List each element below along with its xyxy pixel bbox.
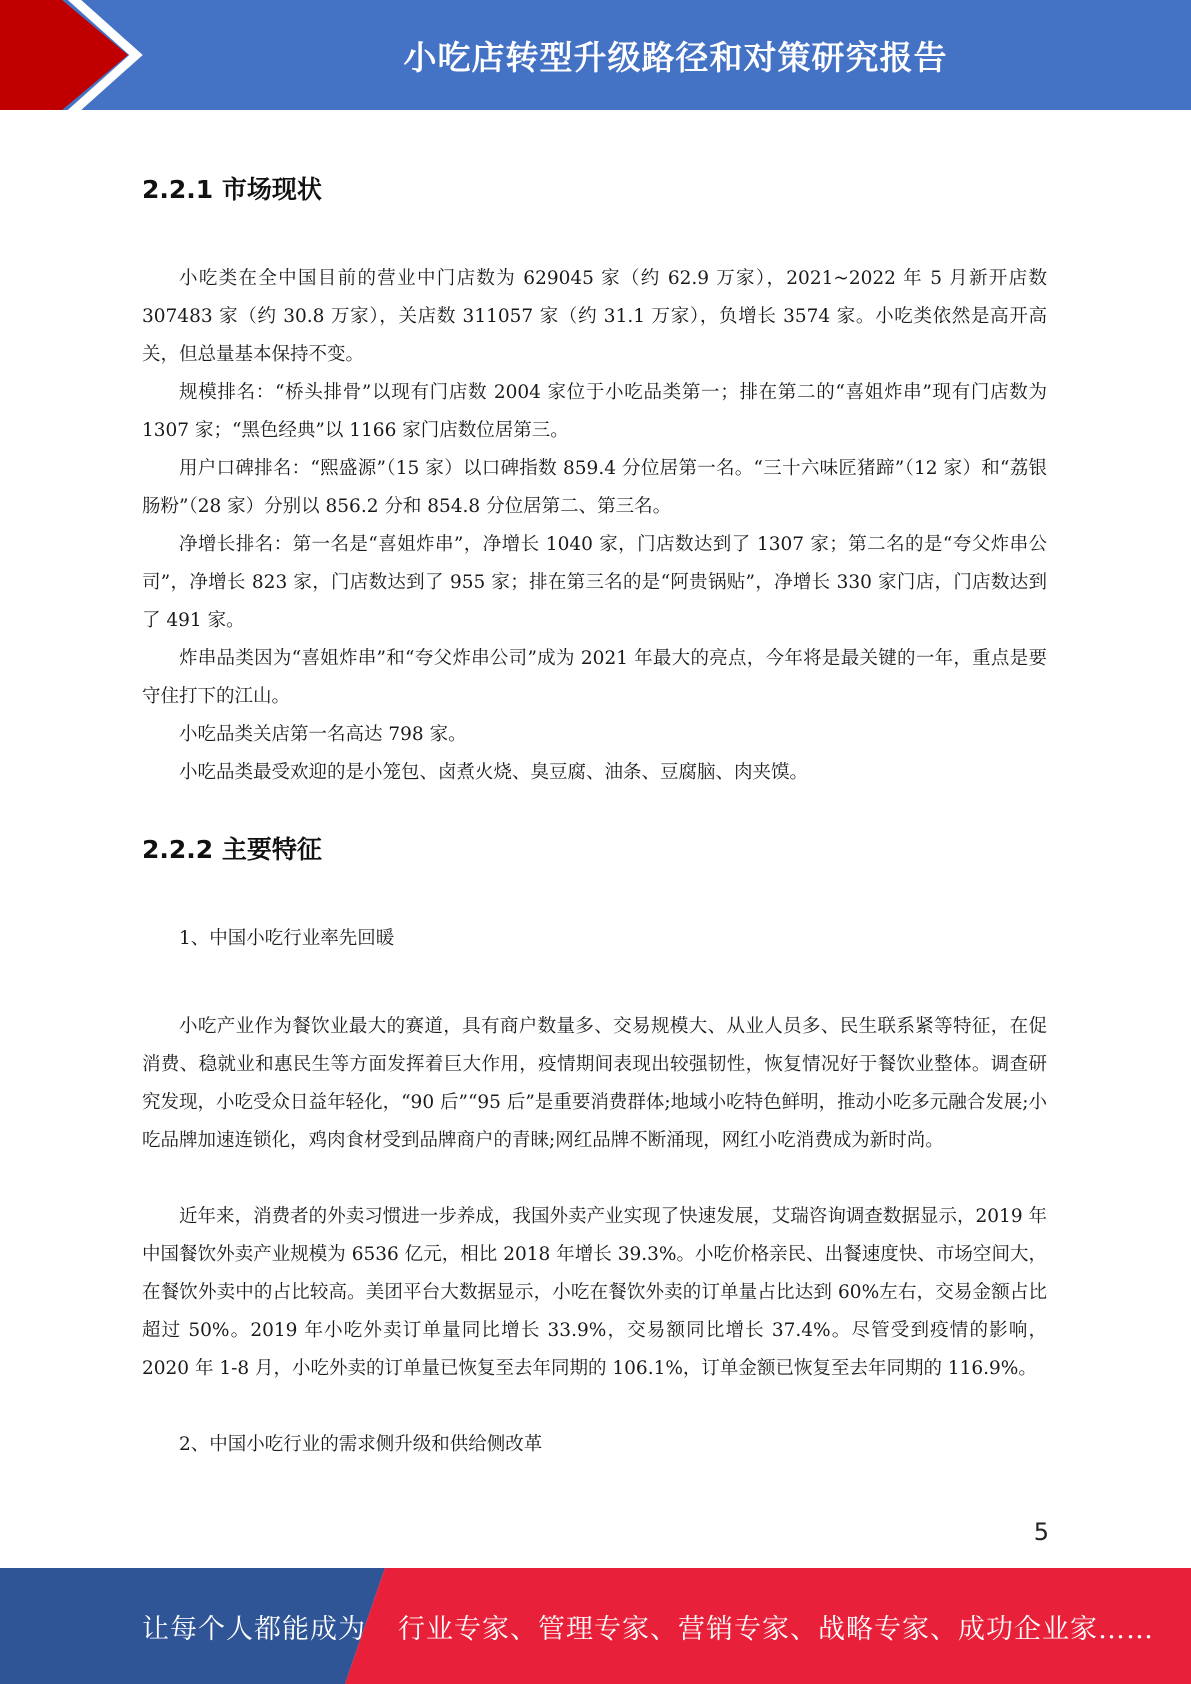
report-title: 小吃店转型升级路径和对策研究报告 (403, 37, 948, 77)
paragraph: 规模排名：“桥头排骨”以现有门店数 2004 家位于小吃品类第一；排在第二的“喜姐炸串”现有门店数为 1307 家；“黑色经典”以 1166 家门店数位居第三。 (142, 382, 1047, 441)
chevron-arrow-icon (0, 0, 160, 110)
paragraph: 用户口碑排名：“熙盛源”（15 家）以口碑指数 859.4 分位居第一名。“三十六味匠猪蹄”（12 家）和“荔银肠粉”（28 家）分别以 856.2 分和 854.8 分位居第二、第三名。 (142, 458, 1047, 517)
paragraph: 小吃品类最受欢迎的是小笼包、卤煮火烧、臭豆腐、油条、豆腐脑、肉夹馍。 (179, 762, 809, 783)
section-heading-market-status: 2.2.1 市场现状 (142, 175, 322, 204)
point-title: 1、中国小吃行业率先回暖 (179, 928, 395, 949)
paragraph: 近年来，消费者的外卖习惯进一步养成，我国外卖产业实现了快速发展，艾瑞咨询调查数据显示，2019 年中国餐饮外卖产业规模为 6536 亿元，相比 2018 年增长 39.3%。小吃价格亲民、出餐速度快、市场空间大，在餐饮外卖中的占比较高。美团平台大数据显示，小吃在餐饮外卖的订单量占比达到 60%左右，交易金额占比超过 50%。2019 年小吃外卖订单量同比增长 33.9%，交易额同比增长 37.4%。尽管受到疫情的影响，2020 年 1-8 月，小吃外卖的订单量已恢复至去年同期的 106.1%，订单金额已恢复至去年同期的 116.9%。 (142, 1206, 1047, 1379)
page-number: 5 (1033, 1518, 1049, 1546)
paragraph: 小吃类在全中国目前的营业中门店数为 629045 家（约 62.9 万家），2021~2022 年 5 月新开店数 307483 家（约 30.8 万家），关店数 311057 家（约 31.1 万家），负增长 3574 家。小吃类依然是高开高关，但总量基本保持不变。 (142, 268, 1047, 365)
point-title: 2、中国小吃行业的需求侧升级和供给侧改革 (179, 1434, 543, 1455)
paragraph: 小吃产业作为餐饮业最大的赛道，具有商户数量多、交易规模大、从业人员多、民生联系紧等特征，在促消费、稳就业和惠民生等方面发挥着巨大作用，疫情期间表现出较强韧性，恢复情况好于餐饮业整体。调查研究发现，小吃受众日益年轻化，“90 后”“95 后”是重要消费群体;地域小吃特色鲜明，推动小吃多元融合发展;小吃品牌加速连锁化，鸡肉食材受到品牌商户的青睐;网红品牌不断涌现，网红小吃消费成为新时尚。 (142, 1016, 1047, 1151)
paragraph: 小吃品类关店第一名高达 798 家。 (179, 724, 467, 745)
main-content (142, 150, 1047, 1464)
chevron-red-shape (0, 0, 128, 110)
paragraph: 净增长排名：第一名是“喜姐炸串”，净增长 1040 家，门店数达到了 1307 家；第二名的是“夸父炸串公司”，净增长 823 家，门店数达到了 955 家；排在第三名的是“阿贵锅贴”，净增长 330 家门店，门店数达到了 491 家。 (142, 534, 1047, 631)
footer-slogan-left: 让每个人都能成为 (142, 1613, 366, 1645)
page-header (0, 0, 1191, 110)
paragraph: 炸串品类因为“喜姐炸串”和“夸父炸串公司”成为 2021 年最大的亮点，今年将是最关键的一年，重点是要守住打下的江山。 (142, 648, 1047, 707)
page-footer (0, 1568, 1191, 1684)
footer-slogan-right: 行业专家、管理专家、营销专家、战略专家、成功企业家…… (398, 1613, 1154, 1645)
section-heading-main-features: 2.2.2 主要特征 (142, 835, 322, 864)
